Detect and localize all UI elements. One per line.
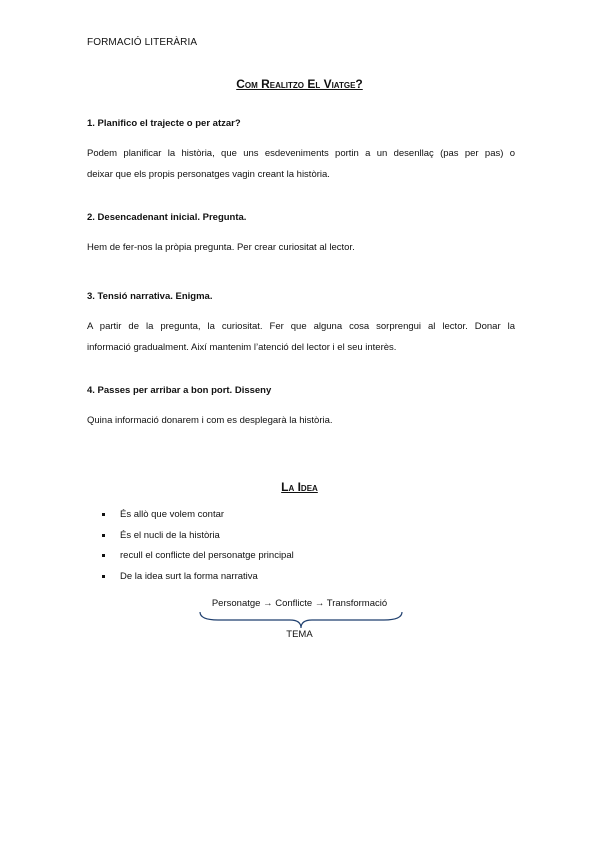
paragraph-line: Hem de fer-nos la pròpia pregunta. Per crear curiositat al lector. — [87, 242, 355, 253]
bullet-list — [102, 505, 294, 587]
list-item — [102, 546, 294, 567]
list-item-text: recull el conflicte del personatge principal — [120, 550, 294, 561]
item-paragraph — [87, 316, 515, 358]
item-heading: 2. Desencadenant inicial. Pregunta. — [87, 212, 247, 223]
list-item — [102, 526, 294, 547]
list-item-text: És allò que volem contar — [120, 509, 225, 520]
brace-label: TEMA — [286, 629, 313, 640]
paragraph-line: informació gradualment. Així mantenim l’atenció del lector i el seu interès. — [87, 342, 397, 353]
paragraph-line: Quina informació donarem i com es desplegarà la història. — [87, 415, 333, 426]
square-bullet-icon — [102, 513, 105, 516]
square-bullet-icon — [102, 534, 105, 537]
list-item — [102, 567, 294, 588]
flow-diagram-text: Personatge → Conflicte → Transformació — [211, 598, 388, 609]
item-paragraph — [87, 410, 515, 431]
square-bullet-icon — [102, 575, 105, 578]
item-paragraph — [87, 237, 515, 258]
list-item — [102, 505, 294, 526]
section-title: La Idea — [281, 480, 318, 494]
item-heading: 1. Planifico el trajecte o per atzar? — [87, 118, 241, 129]
paragraph-line: A partir de la pregunta, la curiositat. Fer que alguna cosa sorprengui al lector. Donar la — [87, 321, 515, 332]
list-item-text: De la idea surt la forma narrativa — [120, 570, 258, 582]
square-bullet-icon — [102, 554, 105, 557]
paragraph-line: Podem planificar la història, que uns esdeveniments portin a un desenllaç (pas per pas) o — [87, 148, 515, 159]
curly-brace-icon — [198, 611, 404, 629]
paragraph-line: deixar que els propis personatges vagin creant la història. — [87, 169, 330, 180]
section-title: Com Realitzo El Viatge? — [236, 77, 363, 91]
list-item-text: És el nucli de la història — [120, 529, 220, 541]
item-heading: 3. Tensió narrativa. Enigma. — [87, 291, 213, 302]
item-paragraph — [87, 143, 515, 185]
page-header: FORMACIÓ LITERÀRIA — [87, 37, 198, 48]
item-heading: 4. Passes per arribar a bon port. Disseny — [87, 385, 272, 396]
